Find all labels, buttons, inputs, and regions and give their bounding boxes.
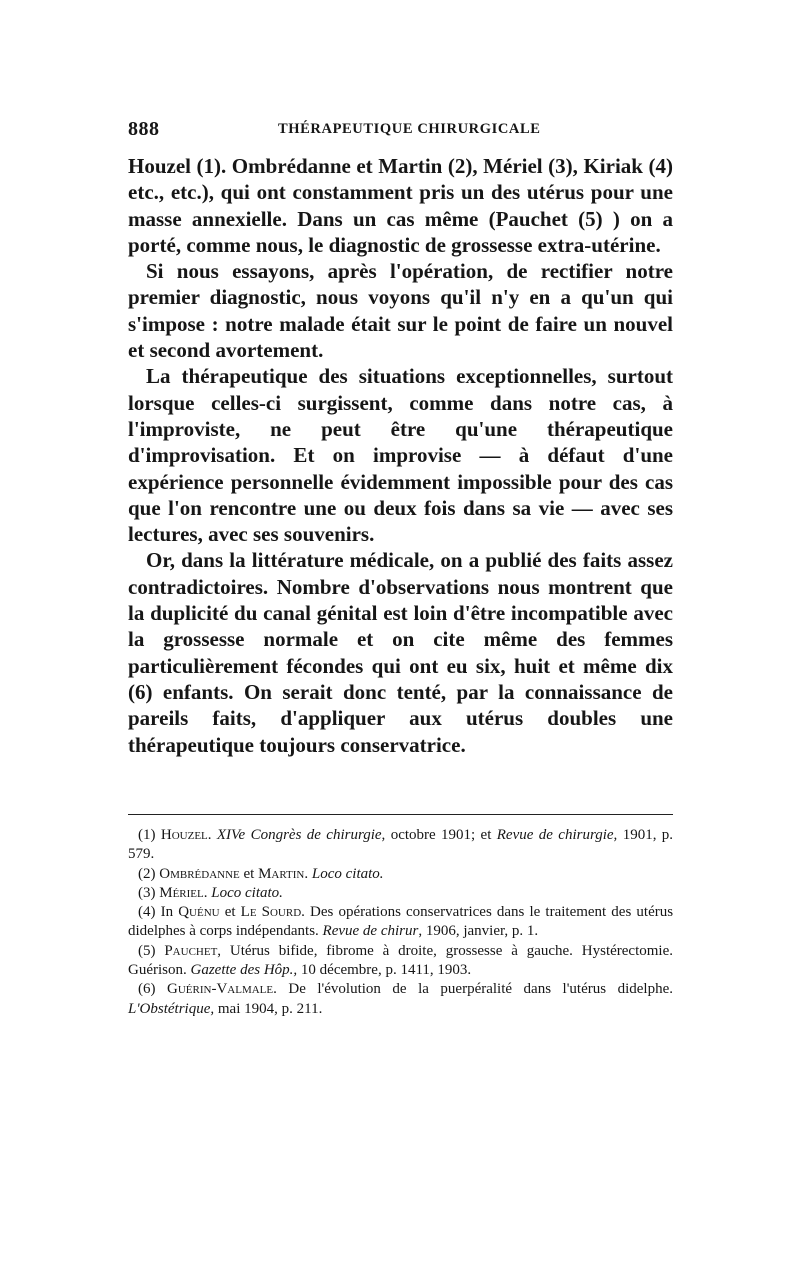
footnote: (6) Guérin-Valmale. De l'évolution de la puerpéralité dans l'utérus didelphe. L'Obstétrique, mai 1904, p. 211.: [128, 981, 673, 1017]
paragraph: Si nous essayons, après l'opération, de rectifier notre premier diagnostic, nous voyons qu'il n'y en a qu'un qui s'impose : notre malade était sur le point de faire un nouvel et second avortement.: [128, 259, 673, 363]
page-header: [128, 118, 673, 140]
footnote: (3) Mériel. Loco citato.: [138, 884, 283, 901]
footnote-divider: [128, 814, 673, 815]
page-number: 888: [128, 118, 160, 140]
main-text: [128, 153, 673, 758]
running-head: THÉRAPEUTIQUE CHIRURGICALE: [278, 121, 541, 137]
footnote: (1) Houzel. XIVe Congrès de chirurgie, octobre 1901; et Revue de chirurgie, 1901, p. 579.: [128, 827, 674, 863]
paragraph: Or, dans la littérature médicale, on a publié des faits assez contradictoires. Nombre d'observations nous montrent que la duplicité du canal génital est loin d'être incompatible avec la grossesse normale et on cite même des femmes particulièrement fécondes qui ont eu six, huit et même dix (6) enfants. On serait donc tenté, par la connaissance de pareils faits, d'appliquer aux utérus doubles une thérapeutique toujours conservatrice.: [128, 548, 673, 757]
paragraph: La thérapeutique des situations exceptionnelles, surtout lorsque celles-ci surgissent, comme dans notre cas, à l'improviste, ne peut être qu'une thérapeutique d'improvisation. Et on improvise — à défaut d'une expérience personnelle évidemment impossible pour des cas que l'on rencontre une ou deux fois dans sa vie — avec ses lectures, avec ses souvenirs.: [128, 364, 673, 547]
footnote: (4) In Quénu et Le Sourd. Des opérations conservatrices dans le traitement des utérus didelphes à corps indépendants. Revue de chirur, 1906, janvier, p. 1.: [128, 904, 674, 940]
paragraph: Houzel (1). Ombrédanne et Martin (2), Mériel (3), Kiriak (4) etc., etc.), qui ont constamment pris un des utérus pour une masse annexielle. Dans un cas même (Pauchet (5) ) on a porté, comme nous, le diagnostic de grossesse extra-utérine.: [128, 154, 673, 257]
footnote: (2) Ombrédanne et Martin. Loco citato.: [138, 865, 384, 882]
footnotes: [128, 826, 673, 1019]
footnote: (5) Pauchet, Utérus bifide, fibrome à droite, grossesse à gauche. Hystérectomie. Guérison. Gazette des Hôp., 10 décembre, p. 1411, 1903.: [128, 942, 673, 979]
